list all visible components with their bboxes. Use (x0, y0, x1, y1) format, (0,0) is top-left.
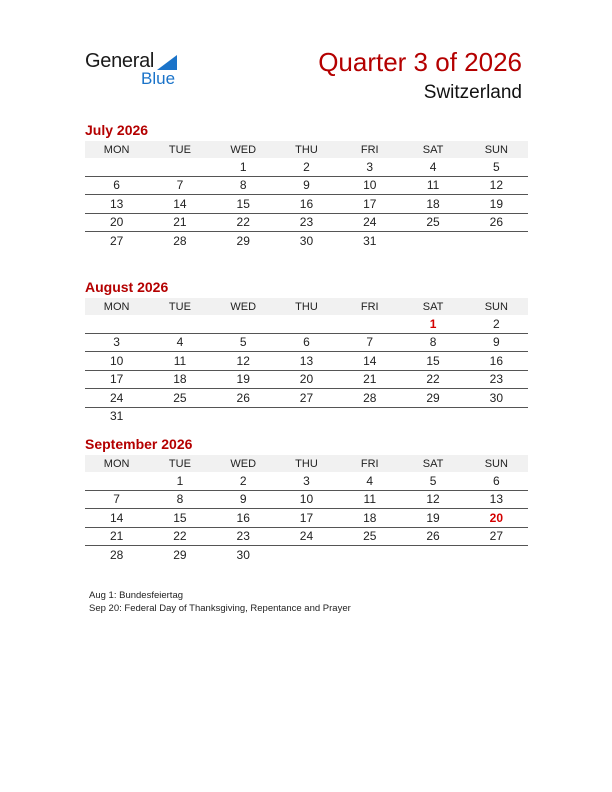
day-cell: 14 (85, 509, 148, 528)
week-row (85, 490, 528, 509)
empty-day-cell (148, 158, 211, 176)
week-row (85, 509, 528, 528)
day-cell: 12 (465, 176, 528, 195)
holiday-day-cell: 20 (465, 509, 528, 528)
day-cell: 18 (338, 509, 401, 528)
week-row (85, 315, 528, 333)
weekday-header-row (85, 455, 528, 472)
day-cell: 16 (212, 509, 275, 528)
day-cell: 26 (465, 213, 528, 232)
day-cell: 7 (148, 176, 211, 195)
day-cell: 9 (275, 176, 338, 195)
day-cell: 1 (212, 158, 275, 176)
day-cell: 13 (85, 195, 148, 214)
month-title: July 2026 (85, 122, 149, 138)
day-cell: 6 (275, 333, 338, 352)
day-cell: 27 (275, 389, 338, 408)
month-july (85, 122, 528, 250)
calendar-table (85, 141, 528, 250)
weekday-header: FRI (338, 455, 401, 472)
day-cell: 5 (465, 158, 528, 176)
empty-day-cell (148, 407, 211, 425)
day-cell: 26 (212, 389, 275, 408)
day-cell: 20 (275, 370, 338, 389)
day-cell: 31 (363, 233, 377, 248)
empty-day-cell (465, 546, 528, 564)
page-title: Quarter 3 of 2026 (318, 47, 522, 77)
day-cell: 11 (148, 352, 211, 371)
day-cell: 21 (148, 213, 211, 232)
day-cell: 18 (148, 370, 211, 389)
empty-day-cell (338, 315, 401, 333)
day-cell: 30 (465, 389, 528, 408)
week-row (85, 370, 528, 389)
week-row (85, 352, 528, 371)
weekday-header: THU (275, 455, 338, 472)
day-cell: 2 (275, 158, 338, 176)
weekday-header: SAT (401, 141, 464, 158)
day-cell: 13 (465, 490, 528, 509)
calendar-table (85, 455, 528, 564)
day-cell: 5 (401, 472, 464, 490)
logo-text-blue: Blue (141, 69, 176, 88)
week-row (85, 333, 528, 352)
day-cell: 23 (212, 527, 275, 546)
day-cell: 3 (338, 158, 401, 176)
holiday-note: Aug 1: Bundesfeiertag (89, 590, 184, 601)
day-cell: 28 (173, 233, 187, 248)
day-cell: 24 (338, 213, 401, 232)
day-cell: 25 (401, 213, 464, 232)
day-cell: 8 (401, 333, 464, 352)
day-cell: 10 (275, 490, 338, 509)
month-august (85, 279, 528, 425)
day-cell: 3 (275, 472, 338, 490)
calendar-table (85, 298, 528, 425)
day-cell: 11 (338, 490, 401, 509)
weekday-header: THU (275, 141, 338, 158)
day-cell: 13 (275, 352, 338, 371)
weekday-header: MON (85, 298, 148, 315)
empty-day-cell (85, 158, 148, 176)
day-cell: 19 (465, 195, 528, 214)
day-cell: 31 (109, 409, 124, 424)
empty-day-cell (275, 407, 338, 425)
day-cell: 24 (275, 527, 338, 546)
empty-day-cell (338, 407, 401, 425)
empty-day-cell (275, 546, 338, 564)
week-row (85, 389, 528, 408)
empty-day-cell (148, 315, 211, 333)
day-cell: 29 (401, 389, 464, 408)
weekday-header: TUE (148, 141, 211, 158)
day-cell: 14 (338, 352, 401, 371)
empty-day-cell (465, 407, 528, 425)
empty-day-cell (401, 232, 464, 250)
day-cell: 28 (338, 389, 401, 408)
day-cell: 15 (212, 195, 275, 214)
weekday-header: THU (275, 298, 338, 315)
weekday-header: WED (212, 455, 275, 472)
day-cell: 30 (236, 547, 250, 562)
day-cell: 3 (85, 333, 148, 352)
day-cell: 17 (85, 370, 148, 389)
empty-day-cell (401, 546, 464, 564)
weekday-header: FRI (338, 141, 401, 158)
day-cell: 26 (401, 527, 464, 546)
day-cell: 25 (338, 527, 401, 546)
day-cell: 12 (401, 490, 464, 509)
day-cell: 17 (338, 195, 401, 214)
holiday-notes (89, 589, 351, 615)
day-cell: 11 (401, 176, 464, 195)
day-cell: 4 (338, 472, 401, 490)
day-cell: 7 (338, 333, 401, 352)
weekday-header: MON (85, 455, 148, 472)
weekday-header: SUN (465, 141, 528, 158)
holiday-note: Sep 20: Federal Day of Thanksgiving, Repentance and Prayer (89, 603, 351, 614)
day-cell: 8 (212, 176, 275, 195)
day-cell: 2 (465, 315, 528, 333)
week-row (85, 213, 528, 232)
weekday-header: SUN (465, 298, 528, 315)
day-cell: 30 (299, 233, 314, 248)
day-cell: 23 (465, 370, 528, 389)
day-cell: 10 (338, 176, 401, 195)
day-cell: 14 (148, 195, 211, 214)
day-cell: 27 (109, 233, 124, 248)
day-cell: 10 (85, 352, 148, 371)
day-cell: 27 (465, 527, 528, 546)
day-cell: 8 (148, 490, 211, 509)
day-cell: 21 (338, 370, 401, 389)
day-cell: 9 (212, 490, 275, 509)
empty-day-cell (212, 315, 275, 333)
month-title: September 2026 (85, 436, 193, 452)
generalblue-logo (85, 50, 195, 90)
week-row (85, 158, 528, 176)
day-cell: 16 (275, 195, 338, 214)
weekday-header: FRI (338, 298, 401, 315)
week-row (85, 472, 528, 490)
empty-day-cell (85, 315, 148, 333)
day-cell: 5 (212, 333, 275, 352)
day-cell: 15 (401, 352, 464, 371)
day-cell: 7 (85, 490, 148, 509)
logo-text-general: General (85, 50, 155, 72)
week-row (85, 232, 528, 250)
week-row (85, 407, 528, 425)
day-cell: 17 (275, 509, 338, 528)
day-cell: 16 (465, 352, 528, 371)
week-row (85, 527, 528, 546)
weekday-header: WED (212, 141, 275, 158)
day-cell: 28 (109, 547, 124, 562)
day-cell: 23 (275, 213, 338, 232)
day-cell: 25 (148, 389, 211, 408)
week-row (85, 176, 528, 195)
day-cell: 18 (401, 195, 464, 214)
weekday-header: SAT (401, 298, 464, 315)
day-cell: 19 (212, 370, 275, 389)
weekday-header: TUE (148, 298, 211, 315)
day-cell: 21 (85, 527, 148, 546)
week-row (85, 195, 528, 214)
day-cell: 2 (212, 472, 275, 490)
day-cell: 6 (465, 472, 528, 490)
day-cell: 22 (212, 213, 275, 232)
day-cell: 12 (212, 352, 275, 371)
empty-day-cell (85, 472, 148, 490)
holiday-day-cell: 1 (401, 315, 464, 333)
day-cell: 22 (401, 370, 464, 389)
empty-day-cell (465, 232, 528, 250)
day-cell: 15 (148, 509, 211, 528)
weekday-header-row (85, 141, 528, 158)
month-september (85, 436, 528, 564)
weekday-header: MON (85, 141, 148, 158)
country-name: Switzerland (423, 82, 522, 103)
day-cell: 20 (85, 213, 148, 232)
day-cell: 6 (85, 176, 148, 195)
weekday-header-row (85, 298, 528, 315)
day-cell: 1 (148, 472, 211, 490)
weekday-header: TUE (148, 455, 211, 472)
week-row (85, 546, 528, 564)
weekday-header: SAT (401, 455, 464, 472)
empty-day-cell (212, 407, 275, 425)
day-cell: 19 (401, 509, 464, 528)
month-title: August 2026 (85, 279, 169, 295)
day-cell: 4 (148, 333, 211, 352)
weekday-header: SUN (465, 455, 528, 472)
day-cell: 9 (465, 333, 528, 352)
empty-day-cell (338, 546, 401, 564)
day-cell: 4 (401, 158, 464, 176)
day-cell: 22 (148, 527, 211, 546)
empty-day-cell (275, 315, 338, 333)
logo-triangle-icon (157, 55, 177, 70)
day-cell: 24 (85, 389, 148, 408)
day-cell: 29 (236, 233, 250, 248)
weekday-header: WED (212, 298, 275, 315)
day-cell: 29 (173, 547, 187, 562)
empty-day-cell (401, 407, 464, 425)
